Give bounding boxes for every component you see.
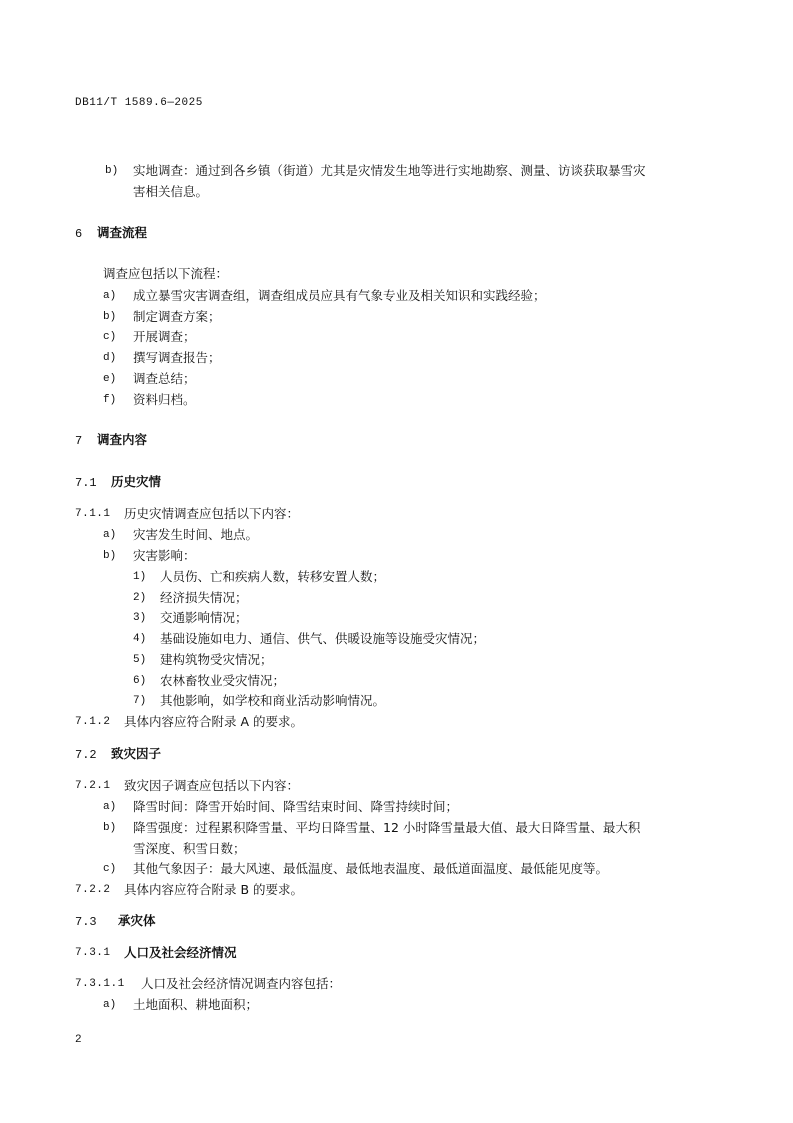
sub-list-item-text: 人员伤、亡和疾病人数，转移安置人数； <box>160 569 386 584</box>
list-item-text: 成立暴雪灾害调查组，调查组成员应具有气象专业及相关知识和实践经验； <box>133 288 546 303</box>
sub-list-marker: 6) <box>133 675 147 687</box>
sub-list-marker: 5) <box>133 654 147 666</box>
list-marker: b) <box>103 822 117 834</box>
subsection-number: 7.3 <box>75 915 97 929</box>
list-item-text-continued: 害相关信息。 <box>133 184 209 199</box>
clause-text: 具体内容应符合附录 B 的要求。 <box>124 882 304 897</box>
section-number: 7 <box>75 434 83 448</box>
clause-title: 人口及社会经济情况 <box>124 945 237 960</box>
list-marker: e) <box>103 373 117 385</box>
list-item-text-continued: 雪深度、积雪日数； <box>133 841 246 856</box>
list-marker: b) <box>103 311 117 323</box>
clause-number: 7.3.1 <box>75 947 111 959</box>
subsection-title: 历史灾情 <box>111 474 162 489</box>
list-marker: a) <box>103 801 117 813</box>
clause-text: 人口及社会经济情况调查内容包括： <box>141 976 342 991</box>
document-header-id: DB11/T 1589.6—2025 <box>75 97 203 109</box>
section-title: 调查流程 <box>97 225 148 240</box>
sub-list-marker: 1) <box>133 571 147 583</box>
list-item-text: 调查总结； <box>133 371 196 386</box>
subsection-number: 7.1 <box>75 476 97 490</box>
list-item-text: 资料归档。 <box>133 392 196 407</box>
clause-text: 具体内容应符合附录 A 的要求。 <box>124 714 303 729</box>
clause-text: 致灾因子调查应包括以下内容： <box>124 778 300 793</box>
clause-number: 7.1.1 <box>75 508 111 520</box>
clause-number: 7.2.1 <box>75 780 111 792</box>
list-marker: d) <box>103 352 117 364</box>
clause-number: 7.3.1.1 <box>75 978 125 990</box>
list-item-text: 灾害发生时间、地点。 <box>133 527 259 542</box>
sub-list-marker: 7) <box>133 695 147 707</box>
page-number: 2 <box>75 1034 82 1046</box>
list-item-text: 制定调查方案； <box>133 309 221 324</box>
section-number: 6 <box>75 227 83 241</box>
clause-number: 7.2.2 <box>75 884 111 896</box>
list-item-text: 灾害影响： <box>133 548 196 563</box>
section-intro: 调查应包括以下流程： <box>103 266 229 281</box>
list-item-text: 撰写调查报告； <box>133 350 221 365</box>
clause-text: 历史灾情调查应包括以下内容： <box>124 506 300 521</box>
subsection-title: 承灾体 <box>118 913 156 928</box>
list-item-text: 降雪时间：降雪开始时间、降雪结束时间、降雪持续时间； <box>133 799 459 814</box>
sub-list-item-text: 农林畜牧业受灾情况； <box>160 673 286 688</box>
sub-list-item-text: 其他影响，如学校和商业活动影响情况。 <box>160 693 386 708</box>
clause-number: 7.1.2 <box>75 716 111 728</box>
sub-list-item-text: 基础设施如电力、通信、供气、供暖设施等设施受灾情况； <box>160 631 486 646</box>
list-marker: a) <box>103 529 117 541</box>
list-item-text: 土地面积、耕地面积； <box>133 997 259 1012</box>
subsection-title: 致灾因子 <box>111 746 162 761</box>
list-item-text: 实地调查：通过到各乡镇（街道）尤其是灾情发生地等进行实地勘察、测量、访谈获取暴雪灾 <box>133 163 646 178</box>
list-marker: b) <box>105 165 119 177</box>
list-marker: b) <box>103 550 117 562</box>
subsection-number: 7.2 <box>75 748 97 762</box>
list-marker: c) <box>103 863 117 875</box>
list-item-text: 开展调查； <box>133 329 196 344</box>
section-title: 调查内容 <box>97 432 148 447</box>
list-marker: f) <box>103 394 117 406</box>
sub-list-marker: 4) <box>133 633 147 645</box>
sub-list-marker: 3) <box>133 612 147 624</box>
sub-list-item-text: 经济损失情况； <box>160 590 248 605</box>
list-marker: c) <box>103 331 117 343</box>
list-item-text: 降雪强度：过程累积降雪量、平均日降雪量、12 小时降雪量最大值、最大日降雪量、最大积 <box>133 820 641 835</box>
list-marker: a) <box>103 999 117 1011</box>
list-item-text: 其他气象因子：最大风速、最低温度、最低地表温度、最低道面温度、最低能见度等。 <box>133 861 609 876</box>
sub-list-item-text: 建构筑物受灾情况； <box>160 652 273 667</box>
sub-list-marker: 2) <box>133 592 147 604</box>
sub-list-item-text: 交通影响情况； <box>160 610 248 625</box>
list-marker: a) <box>103 290 117 302</box>
